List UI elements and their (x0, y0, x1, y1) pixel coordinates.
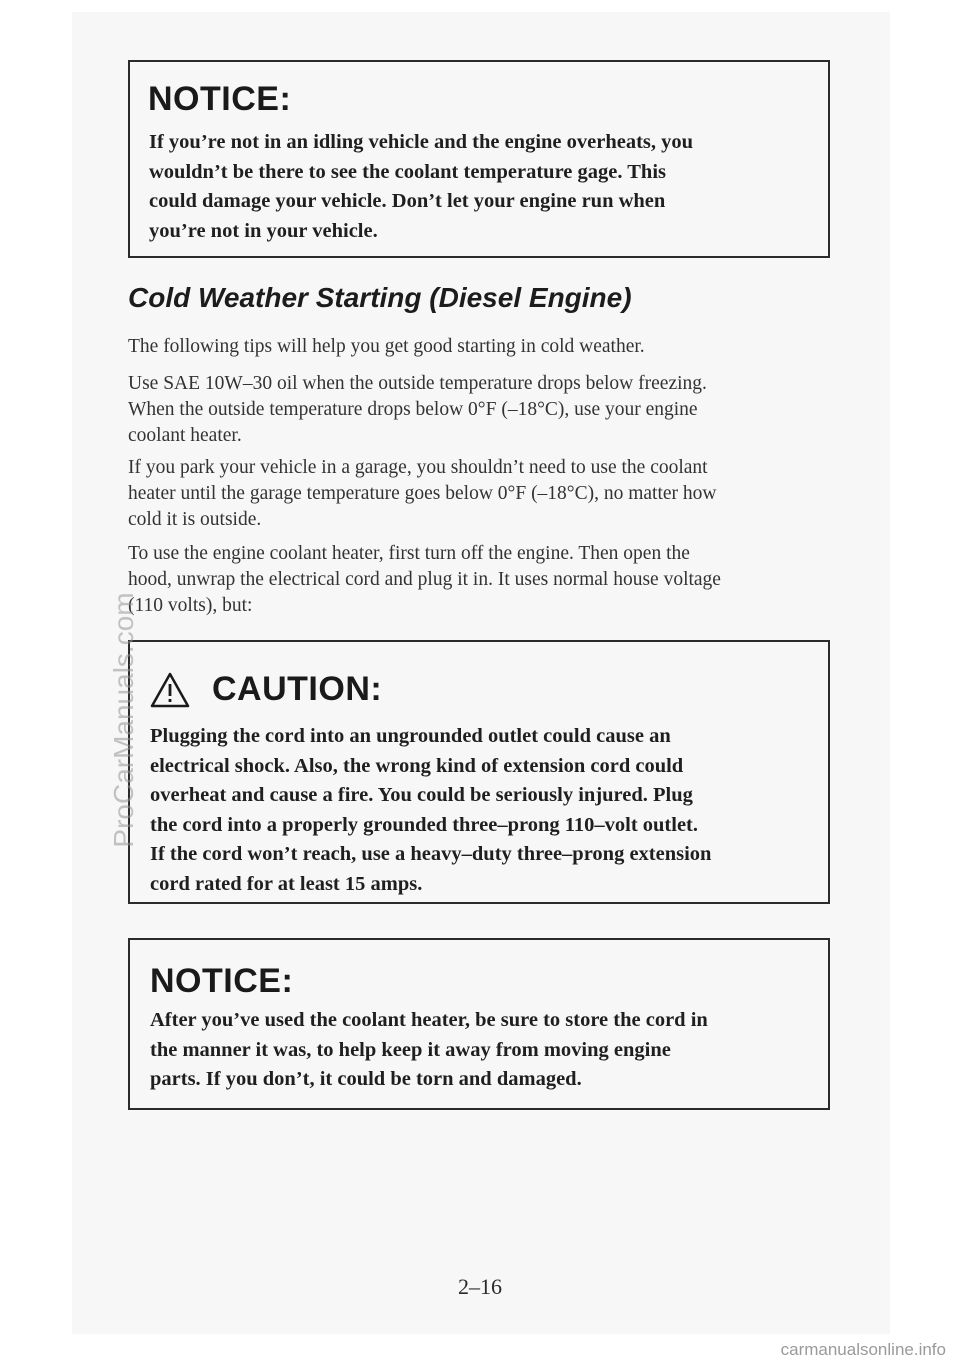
notice-line: the manner it was, to help keep it away from moving engine (150, 1038, 671, 1061)
caution-title: CAUTION: (212, 670, 383, 708)
paragraph-line: cold it is outside. (128, 509, 262, 530)
notice-line: parts. If you don’t, it could be torn and damaged. (150, 1068, 582, 1090)
section-heading: Cold Weather Starting (Diesel Engine) (128, 282, 632, 313)
caution-line: Plugging the cord into an ungrounded outlet could cause an (150, 725, 671, 747)
paragraph-line: (110 volts), but: (128, 595, 253, 616)
paragraph-line: If you park your vehicle in a garage, you shouldn’t need to use the coolant (128, 457, 708, 478)
paragraph-line: hood, unwrap the electrical cord and plug it in. It uses normal house voltage (128, 569, 721, 590)
watermark-text: ProCarManuals.com (108, 592, 139, 848)
paragraph-line: To use the engine coolant heater, first turn off the engine. Then open the (128, 543, 690, 564)
footer-site-mark: carmanualsonline.info (780, 1340, 946, 1359)
notice-line: you’re not in your vehicle. (149, 219, 378, 242)
caution-line: cord rated for at least 15 amps. (150, 872, 423, 895)
notice-box-overheat (128, 60, 830, 258)
caution-line: overheat and cause a fire. You could be seriously injured. Plug (150, 784, 693, 806)
paragraph-oil (128, 371, 848, 449)
notice-line: If you’re not in an idling vehicle and the engine overheats, you (149, 131, 694, 153)
caution-box (128, 640, 830, 904)
caution-line: the cord into a properly grounded three–prong 110–volt outlet. (150, 813, 699, 836)
paragraph-garage (128, 455, 848, 533)
notice-line: could damage your vehicle. Don’t let your engine run when (149, 190, 666, 212)
warning-triangle-icon (150, 672, 190, 708)
paragraph-line: heater until the garage temperature goes below 0°F (–18°C), no matter how (128, 483, 717, 504)
paragraph-heater-use (128, 541, 848, 619)
caution-body (150, 722, 711, 899)
page-number: 2–16 (458, 1274, 502, 1299)
paragraph-line: When the outside temperature drops below 0°F (–18°C), use your engine (128, 399, 698, 420)
caution-line: If the cord won’t reach, use a heavy–duty three–prong extension (150, 843, 712, 865)
notice-body (149, 128, 693, 246)
notice-title: NOTICE: (148, 80, 292, 118)
notice-line: wouldn’t be there to see the coolant temperature gage. This (149, 160, 666, 183)
paragraph-line: Use SAE 10W–30 oil when the outside temperature drops below freezing. (128, 373, 707, 394)
caution-line: electrical shock. Also, the wrong kind of extension cord could (150, 754, 684, 777)
notice-box-cord-storage (128, 938, 830, 1110)
paragraph-line: coolant heater. (128, 425, 242, 446)
notice-line: After you’ve used the coolant heater, be sure to store the cord in (150, 1009, 708, 1031)
paragraph-line: The following tips will help you get good starting in cold weather. (128, 336, 645, 357)
paragraph-tips (128, 334, 848, 360)
notice-title: NOTICE: (150, 962, 294, 1000)
caution-header (150, 670, 382, 709)
notice-body (150, 1006, 708, 1095)
